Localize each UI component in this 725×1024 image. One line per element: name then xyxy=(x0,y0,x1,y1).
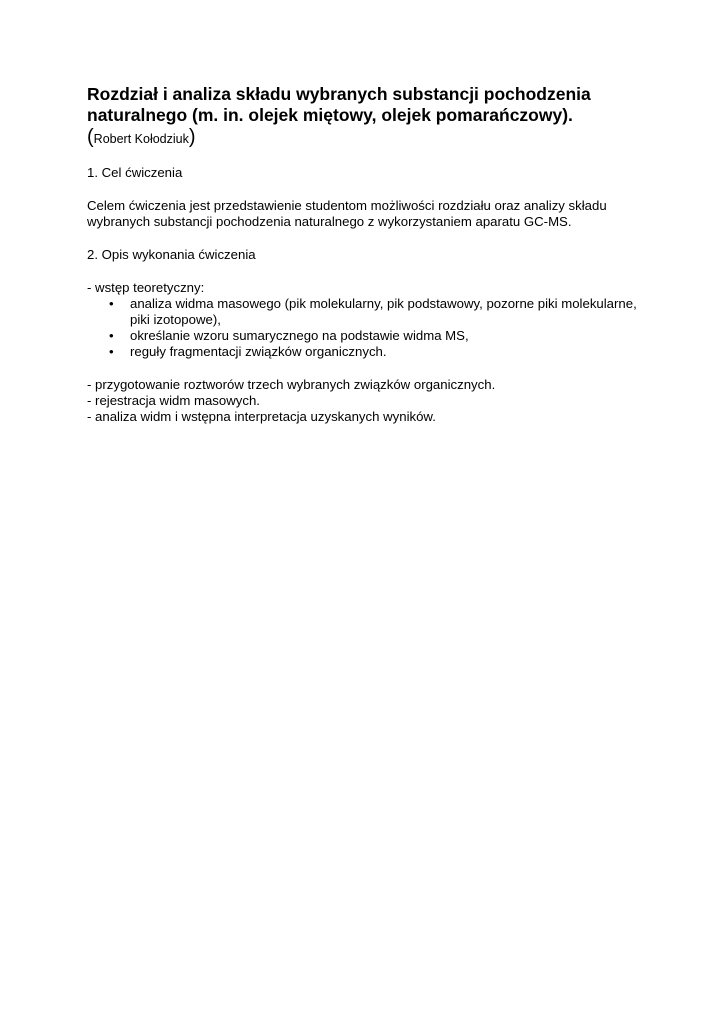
step-item: - analiza widm i wstępna interpretacja uzyskanych wyników. xyxy=(87,409,436,424)
step-item: - rejestracja widm masowych. xyxy=(87,393,260,408)
bullet-text: reguły fragmentacji związków organicznych. xyxy=(130,344,387,359)
document-title: Rozdział i analiza składu wybranych substancji pochodzenia naturalnego (m. in. olejek miętowy, olejek pomarańczowy). xyxy=(87,84,591,125)
author-line xyxy=(87,126,647,148)
list-item xyxy=(87,296,647,328)
bullet-icon: • xyxy=(109,296,114,311)
author-paren-close: ) xyxy=(188,126,196,148)
section-heading-description: 2. Opis wykonania ćwiczenia xyxy=(87,247,256,262)
document-body xyxy=(87,84,647,425)
author-paren-open: ( xyxy=(87,126,94,148)
step-item: - przygotowanie roztworów trzech wybranych związków organicznych. xyxy=(87,377,496,392)
theory-bullet-list xyxy=(87,296,647,360)
procedure-steps xyxy=(87,377,647,425)
bullet-icon: • xyxy=(109,344,114,359)
bullet-text: analiza widma masowego (pik molekularny, pik podstawowy, pozorne piki molekularne, piki izotopowe), xyxy=(130,296,637,327)
section-heading-goal: 1. Cel ćwiczenia xyxy=(87,165,183,180)
bullet-text: określanie wzoru sumarycznego na podstawie widma MS, xyxy=(130,328,469,343)
theory-intro-label: - wstęp teoretyczny: xyxy=(87,280,205,295)
goal-paragraph: Celem ćwiczenia jest przedstawienie studentom możliwości rozdziału oraz analizy składu wybranych substancji pochodzenia naturalnego z wykorzystaniem aparatu GC-MS. xyxy=(87,198,607,229)
list-item xyxy=(87,344,647,360)
bullet-icon: • xyxy=(109,328,114,343)
list-item xyxy=(87,328,647,344)
author-name: Robert Kołodziuk xyxy=(93,132,189,146)
